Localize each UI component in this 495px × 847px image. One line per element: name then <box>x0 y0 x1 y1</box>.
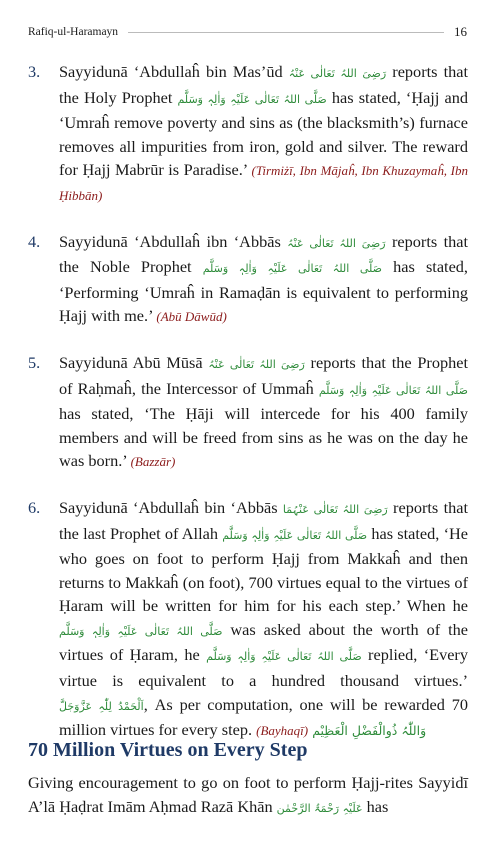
section-paragraph <box>28 771 468 820</box>
hadith-item-5 <box>28 351 468 474</box>
text-run: Sayyidunā ‘Abdullaĥ bin ‘Abbās <box>59 497 283 517</box>
text-run: was asked about the worth of the virtues of Ḥaram, he <box>59 619 468 665</box>
arabic-honorific: رَضِیَ اللہُ تَعَالٰی عَنْہُ <box>288 67 387 80</box>
item-text <box>59 351 468 474</box>
text-run: Giving encouragement to go on foot to perform Ḥajj-rites Sayyidī A’lā Ḥaḍrat Imām Aḥmad Razā Khān <box>28 773 468 816</box>
text-run: has stated, ‘Ḥajj and ‘Umraĥ remove poverty and sins as (the blacksmith’s) furnace removes all impurities from iron, gold and silver. The reward for Ḥajj Mabrūr is Paradise.’ <box>59 87 468 180</box>
source-citation: (Bayhaqī) <box>256 723 309 739</box>
hadith-item-6 <box>28 496 468 743</box>
arabic-closing-phrase: وَاللّٰہُ ذُوالْفَضْلِ الْعَظِیْم <box>312 723 427 739</box>
hadith-list <box>28 60 468 765</box>
arabic-salutation: صَلَّی اللہُ تَعَالٰی عَلَیْہِ وَاٰلِہٖ وَسَلَّم <box>202 262 382 276</box>
item-number: 4. <box>28 231 41 251</box>
text-run: Sayyidunā Abū Mūsā <box>59 352 209 372</box>
section-heading: 70 Million Virtues on Every Step <box>28 739 308 761</box>
text-run: reports that the last Prophet of Allah <box>59 497 469 543</box>
arabic-salutation: صَلَّی اللہُ تَعَالٰی عَلَیْہِ وَاٰلِہٖ وَسَلَّم <box>177 92 327 106</box>
page-number: 16 <box>454 24 467 39</box>
text-run: reports that the Noble Prophet <box>59 231 469 277</box>
text-run: Sayyidunā ‘Abdullaĥ ibn ‘Abbās <box>59 231 288 251</box>
source-citation: (Bazzār) <box>130 454 176 470</box>
text-run: has <box>362 796 389 816</box>
item-text <box>59 230 468 329</box>
arabic-praise: اَلْحَمْدُ لِلّٰہِ عَزَّوَجَلَّ <box>59 699 144 713</box>
item-text <box>59 496 468 743</box>
text-run: , As per computation, one will be rewarded 70 million virtues for every step. <box>59 694 468 740</box>
arabic-salutation: صَلَّی اللہُ تَعَالٰی عَلَیْہِ وَاٰلِہٖ وَسَلَّم <box>318 383 469 397</box>
arabic-honorific: رَضِیَ اللہُ تَعَالٰی عَنْہُ <box>287 236 386 250</box>
arabic-salutation: صَلَّی اللہُ تَعَالٰی عَلَیْہِ وَاٰلِہٖ وَسَلَّم <box>206 650 362 664</box>
arabic-honorific: رَضِیَ اللہُ تَعَالٰی عَنْہُ <box>208 357 305 371</box>
item-number: 5. <box>28 352 41 372</box>
text-run: has stated, ‘He who goes on foot to perform Ḥajj from Makkaĥ and then returns to Makkaĥ (on foot), 700 virtues equal to the virtues of Ḥaram will be written for him for his each step.’ When he <box>59 523 468 616</box>
source-citation: (Tirmiżī, Ibn Mājaĥ, Ibn Khuzaymaĥ, Ibn Ḥibbān) <box>59 163 469 203</box>
hadith-item-3 <box>28 60 468 208</box>
text-run: has stated, ‘The Ḥāji will intercede for his 400 family members and will be freed from sins as he was on the day he was born.’ <box>59 404 468 471</box>
text-run: has stated, ‘Performing ‘Umraĥ in Ramaḍān is equivalent to performing Ḥajj with me.’ <box>59 257 469 326</box>
header-rule <box>128 32 444 33</box>
page-header <box>28 20 467 44</box>
hadith-item-4 <box>28 230 468 329</box>
text-run: reports that the Holy Prophet <box>59 62 468 107</box>
arabic-honorific: عَلَیْہِ رَحْمَۃُ الرَّحْمٰن <box>276 801 363 815</box>
source-citation: (Abū Dāwūd) <box>156 309 227 325</box>
item-number: 6. <box>28 497 41 517</box>
arabic-honorific: رَضِیَ اللہُ تَعَالٰی عَنْہُمَا <box>282 502 388 516</box>
arabic-salutation: صَلَّی اللہُ تَعَالٰی عَلَیْہِ وَاٰلِہٖ وَسَلَّم <box>222 528 368 542</box>
running-head-title: Rafiq-ul-Haramayn <box>28 26 119 38</box>
arabic-salutation: صَلَّی اللہُ تَعَالٰی عَلَیْہِ وَاٰلِہٖ وَسَلَّم <box>59 624 223 638</box>
item-number: 3. <box>28 62 41 81</box>
text-run: replied, ‘Every virtue is equivalent to a hundred thousand virtues.’ <box>59 645 468 691</box>
text-run: reports that the Prophet of Raḥmaĥ, the Intercessor of Ummaĥ <box>59 352 469 398</box>
item-text <box>59 60 468 208</box>
text-run: Sayyidunā ‘Abdullaĥ bin Mas’ūd <box>59 62 289 81</box>
